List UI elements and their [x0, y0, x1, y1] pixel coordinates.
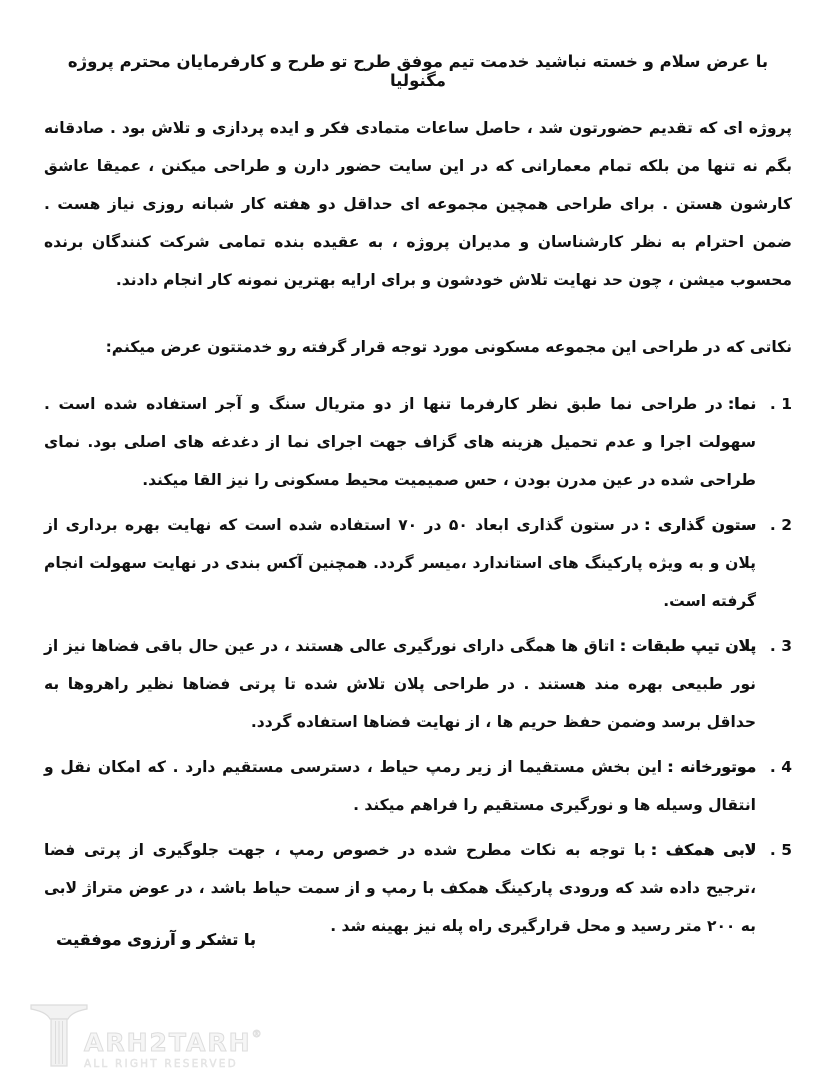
list-item — [44, 507, 792, 621]
list-item-marker: 5 . — [769, 840, 792, 859]
list-item-marker: 2 . — [769, 515, 792, 534]
brand-text — [84, 1030, 264, 1055]
list-item-term: لابی همکف : — [650, 840, 756, 859]
list-item — [44, 386, 792, 500]
list-item-body — [44, 749, 756, 825]
list-item-term: نما: — [727, 394, 756, 413]
watermark-text-block — [84, 1030, 264, 1072]
brand-tagline: ALL RIGHT RESERVED — [84, 1058, 238, 1070]
list-item-text: اتاق ها همگی دارای نورگیری عالی هستند ، در عین حال باقی فضاها نیز از نور طبیعی بهره مند هستند . در طراحی پلان تلاش شده تا پرتی فضاها نظیر راهروها به حداقل برسد وضمن حفظ حریم ها ، از نهایت فضاها استفاده گردد. — [44, 636, 756, 731]
list-item-body — [44, 628, 756, 742]
list-item-marker: 3 . — [769, 636, 792, 655]
brand-letters: ARH2TARH — [84, 1028, 252, 1057]
list-item-term: پلان تیپ طبقات : — [619, 636, 756, 655]
list-item-body — [44, 832, 756, 946]
list-item-text: این بخش مستقیما از زیر رمپ حیاط ، دسترسی مستقیم دارد . که امکان نقل و انتقال وسیله ها و نورگیری مستقیم را فراهم میکند . — [44, 757, 756, 814]
list-item — [44, 832, 792, 946]
list-item-body — [44, 386, 756, 500]
numbered-list — [44, 386, 792, 946]
list-item-term: ستون گذاری : — [644, 515, 756, 534]
list-item-body — [44, 507, 756, 621]
list-item-text: در ستون گذاری ابعاد ۵۰ در ۷۰ استفاده شده است که نهایت بهره برداری از پلان و به ویژه پارکینگ های استاندارد ،میسر گردد. همچنین آکس بندی در نهایت سهولت انجام گرفته است. — [44, 515, 756, 610]
list-item-marker: 1 . — [769, 394, 792, 413]
column-icon — [30, 1002, 88, 1072]
list-item-marker: 4 . — [769, 757, 792, 776]
list-item — [44, 628, 792, 742]
closing-signature: با تشکر و آرزوی موفقیت — [56, 930, 256, 949]
letter-title: با عرض سلام و خسته نباشید خدمت تیم موفق طرح تو طرح و کارفرمایان محترم پروژه مگنولیا — [67, 52, 769, 90]
list-item — [44, 749, 792, 825]
list-item-text: با توجه به نکات مطرح شده در خصوص رمپ ، جهت جلوگیری از پرتی فضا ،ترجیح داده شد که ورودی پارکینگ همکف با رمپ و از سمت حیاط باشد ، در عوض متراژ لابی به ۲۰۰ متر رسید و محل قرارگیری راه پله نیز بهینه شد . — [44, 840, 756, 935]
watermark-logo — [30, 1002, 264, 1072]
registered-mark: ® — [251, 1029, 264, 1040]
intro-paragraph: پروژه ای که تقدیم حضورتون شد ، حاصل ساعات متمادی فکر و ایده پردازی و تلاش بود . صادقانه بگم نه تنها من بلکه تمام معمارانی که در این سایت حضور دارن و طراحی میکنن ، عمیقا عاشق کارشون هستن . برای طراحی همچین مجموعه ای حداقل دو هفته کار شبانه روزی نیاز هست . ضمن احترام به نظر کارشناسان و مدیران پروژه ، به عقیده بنده تمامی شرکت کنندگان برنده محسوب میشن ، چون حد نهایت تلاش خودشون و برای ارایه بهترین نمونه کار انجام دادند. — [44, 119, 792, 289]
notes-heading: نکاتی که در طراحی این مجموعه مسکونی مورد توجه قرار گرفته رو خدمتتون عرض میکنم: — [105, 337, 792, 356]
list-item-text: در طراحی نما طبق نظر کارفرما تنها از دو متریال سنگ و آجر استفاده شده است . سهولت اجرا و عدم تحمیل هزینه های گزاف جهت اجرای نما از دغدغه های اصلی بود. نمای طراحی شده در عین مدرن بودن ، حس صمیمیت محیط مسکونی را نیز القا میکند. — [44, 394, 756, 489]
list-item-term: موتورخانه : — [667, 757, 756, 776]
